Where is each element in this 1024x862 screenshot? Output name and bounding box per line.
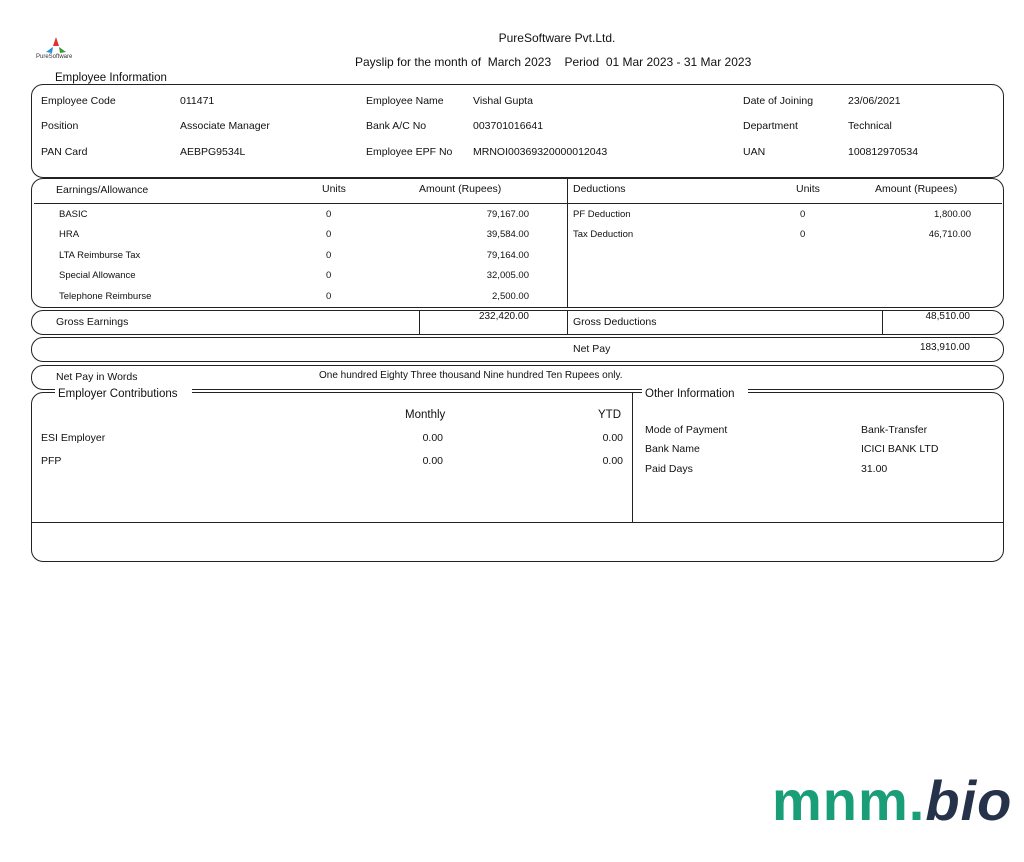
earning-amount: 39,584.00 — [486, 229, 529, 240]
deduction-amount: 1,800.00 — [934, 209, 971, 220]
field-value: 003701016641 — [473, 120, 544, 132]
other-value: Bank-Transfer — [861, 424, 928, 436]
earning-name: BASIC — [59, 209, 88, 220]
other-value: ICICI BANK LTD — [861, 443, 939, 455]
field-value: 100812970534 — [848, 146, 919, 158]
deductions-header: Deductions — [573, 183, 626, 195]
watermark-part2: bio — [925, 769, 1013, 832]
field-label: Position — [41, 120, 79, 132]
earnings-units-header: Units — [322, 183, 346, 195]
earning-units: 0 — [326, 250, 332, 261]
field-label: Employee Name — [366, 95, 444, 107]
contribution-ytd: 0.00 — [602, 455, 623, 467]
field-label: UAN — [743, 146, 766, 158]
field-label: Department — [743, 120, 798, 132]
field-label: Date of Joining — [743, 95, 814, 107]
gross-deductions-value: 48,510.00 — [925, 311, 970, 322]
field-value: AEBPG9534L — [180, 146, 246, 158]
deduction-name: Tax Deduction — [573, 229, 634, 240]
gross-deductions-label: Gross Deductions — [573, 316, 657, 328]
earning-name: Telephone Reimburse — [59, 291, 152, 302]
earning-name: Special Allowance — [59, 270, 136, 281]
footer-box — [31, 522, 1004, 562]
field-value: Associate Manager — [180, 120, 270, 132]
other-value: 31.00 — [861, 463, 888, 475]
field-label: Bank A/C No — [366, 120, 427, 132]
deduction-units: 0 — [800, 209, 806, 220]
earnings-header: Earnings/Allowance — [56, 184, 149, 196]
employee-info-legend: Employee Information — [52, 72, 179, 84]
other-label: Bank Name — [645, 443, 700, 455]
deduction-name: PF Deduction — [573, 209, 631, 220]
gross-earnings-label: Gross Earnings — [56, 316, 129, 328]
earnings-amount-header: Amount (Rupees) — [419, 183, 502, 195]
deduction-amount: 46,710.00 — [928, 229, 971, 240]
earning-units: 0 — [326, 270, 332, 281]
field-value: 011471 — [180, 95, 215, 107]
logo-text: PureSoftware — [36, 54, 73, 60]
watermark — [772, 768, 1012, 833]
contribution-monthly: 0.00 — [422, 432, 443, 444]
company-name: PureSoftware Pvt.Ltd. — [498, 31, 616, 45]
payslip-title — [355, 55, 751, 69]
monthly-header: Monthly — [405, 409, 446, 421]
net-pay-row — [31, 337, 1004, 362]
earning-name: HRA — [59, 229, 80, 240]
net-pay-words: One hundred Eighty Three thousand Nine hundred Ten Rupees only. — [319, 370, 623, 381]
earning-amount: 2,500.00 — [492, 291, 529, 302]
gross-earnings-value: 232,420.00 — [478, 311, 529, 322]
payslip-prefix: Payslip for the month of — [355, 55, 482, 69]
earning-name: LTA Reimburse Tax — [59, 250, 141, 261]
deductions-amount-header: Amount (Rupees) — [875, 183, 958, 195]
period-value: 01 Mar 2023 - 31 Mar 2023 — [605, 55, 752, 69]
watermark-part1: mnm. — [772, 769, 926, 832]
earning-units: 0 — [326, 291, 332, 302]
field-value: MRNOI00369320000012043 — [473, 146, 608, 158]
payslip-month: March 2023 — [487, 55, 552, 69]
earning-amount: 79,164.00 — [486, 250, 529, 261]
other-label: Paid Days — [645, 463, 693, 475]
earning-units: 0 — [326, 229, 332, 240]
field-value: Vishal Gupta — [473, 95, 533, 107]
net-pay-value: 183,910.00 — [919, 342, 970, 353]
ytd-header: YTD — [598, 409, 621, 421]
field-label: Employee EPF No — [366, 146, 453, 158]
other-information-legend: Other Information — [642, 388, 748, 400]
other-label: Mode of Payment — [645, 424, 728, 436]
earning-amount: 79,167.00 — [486, 209, 529, 220]
field-value: Technical — [848, 120, 892, 132]
field-label: PAN Card — [41, 146, 88, 158]
company-logo — [36, 36, 76, 64]
contributions-box — [31, 392, 1004, 523]
field-label: Employee Code — [41, 95, 116, 107]
employer-contributions-legend: Employer Contributions — [55, 388, 192, 400]
field-value: 23/06/2021 — [848, 95, 901, 107]
earnings-deductions-box — [31, 178, 1004, 308]
earning-units: 0 — [326, 209, 332, 220]
earning-amount: 32,005.00 — [486, 270, 529, 281]
net-pay-label: Net Pay — [573, 343, 611, 355]
contribution-name: ESI Employer — [41, 432, 106, 444]
contribution-name: PFP — [41, 455, 62, 467]
deduction-units: 0 — [800, 229, 806, 240]
period-label: Period — [564, 55, 600, 69]
deductions-units-header: Units — [796, 183, 820, 195]
net-pay-words-label: Net Pay in Words — [56, 371, 138, 383]
contribution-monthly: 0.00 — [422, 455, 443, 467]
contribution-ytd: 0.00 — [602, 432, 623, 444]
